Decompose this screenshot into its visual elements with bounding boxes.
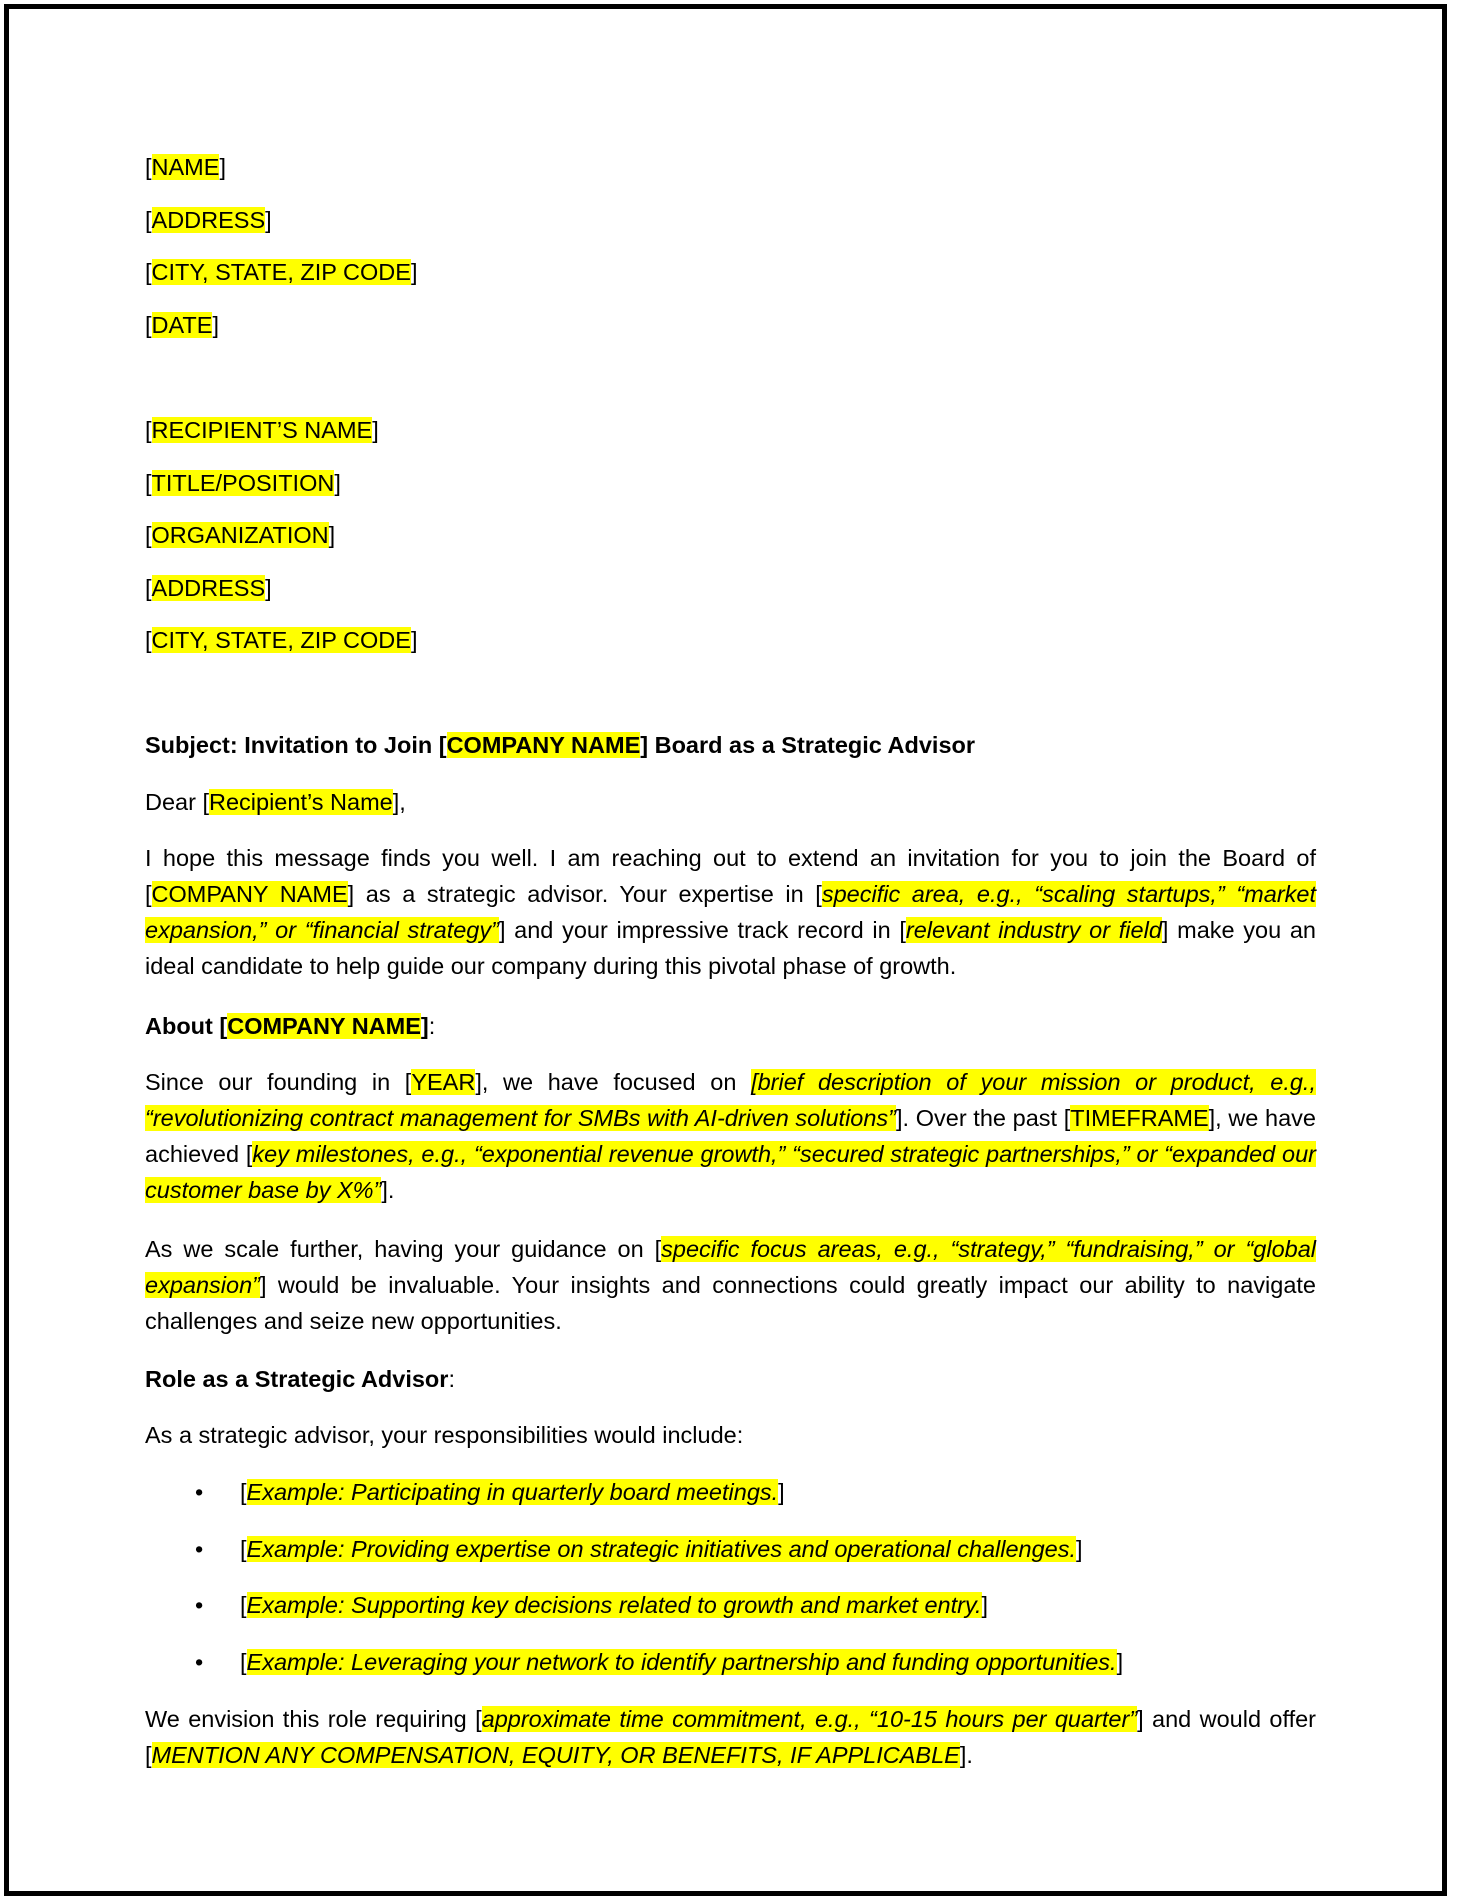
- bracket-open: [: [240, 1535, 247, 1562]
- sender-city-placeholder[interactable]: CITY, STATE, ZIP CODE: [151, 259, 411, 285]
- intro-field-placeholder[interactable]: relevant industry or field: [905, 917, 1162, 943]
- recipient-city-line: [CITY, STATE, ZIP CODE]: [145, 627, 418, 653]
- about-year-placeholder[interactable]: YEAR: [411, 1069, 476, 1095]
- bracket-open: [: [240, 1648, 247, 1675]
- recipient-organization-placeholder[interactable]: ORGANIZATION: [151, 522, 329, 548]
- recipient-title-line: [TITLE/POSITION]: [145, 470, 341, 496]
- bullet-icon: •: [195, 1592, 204, 1618]
- recipient-organization-line: [ORGANIZATION]: [145, 522, 336, 548]
- list-item: [145, 1644, 1316, 1701]
- list-item: [145, 1474, 1316, 1531]
- sender-name-placeholder[interactable]: NAME: [151, 154, 220, 180]
- intro-text-4: ] make you an ideal candidate to help guide our company during this pivotal phase of growth.: [145, 917, 1316, 979]
- bracket-close: ]: [1076, 1535, 1083, 1562]
- sender-date-placeholder[interactable]: DATE: [151, 312, 213, 338]
- sender-date-line: [DATE]: [145, 312, 219, 338]
- salutation-name-placeholder[interactable]: Recipient’s Name: [209, 789, 393, 815]
- closing-compensation-placeholder[interactable]: MENTION ANY COMPENSATION, EQUITY, OR BENEFITS, IF APPLICABLE: [151, 1742, 960, 1768]
- about-text-2: ], we have focused on: [475, 1069, 752, 1095]
- closing-time-placeholder[interactable]: approximate time commitment, e.g., “10-15 hours per quarter”: [481, 1706, 1138, 1732]
- closing-text-2: ] and would offer [: [145, 1706, 1316, 1768]
- bullet-icon: •: [195, 1535, 204, 1562]
- subject-suffix: ] Board as a Strategic Advisor: [640, 732, 976, 758]
- about-heading-colon: :: [428, 1013, 436, 1039]
- recipient-name-line: [RECIPIENT’S NAME]: [145, 417, 379, 443]
- bracket-open: [: [240, 1592, 247, 1618]
- intro-expertise-placeholder[interactable]: specific area, e.g., “scaling startups,” “market expansion,” or “financial strategy”: [145, 881, 1316, 943]
- about-heading-suffix: ]: [420, 1013, 429, 1039]
- intro-text-3: ] and your impressive track record in [: [498, 917, 906, 943]
- salutation: [145, 784, 406, 820]
- recipient-address-placeholder[interactable]: ADDRESS: [151, 575, 266, 601]
- bullet-icon: •: [195, 1648, 204, 1675]
- subject-prefix: Subject: Invitation to Join [: [145, 732, 447, 758]
- closing-paragraph: [145, 1701, 1316, 1773]
- recipient-name-placeholder[interactable]: RECIPIENT’S NAME: [151, 417, 373, 443]
- closing-text-3: ].: [959, 1742, 973, 1768]
- list-item: [145, 1587, 1316, 1644]
- subject-company-placeholder[interactable]: COMPANY NAME: [446, 732, 641, 758]
- responsibilities-intro: As a strategic advisor, your responsibilities would include:: [145, 1422, 744, 1448]
- document-page: [4, 4, 1447, 1896]
- recipient-title-placeholder[interactable]: TITLE/POSITION: [151, 470, 335, 496]
- list-item: [145, 1531, 1316, 1588]
- about-timeframe-placeholder[interactable]: TIMEFRAME: [1070, 1105, 1209, 1131]
- bracket-close: ]: [778, 1479, 785, 1505]
- scale-focus-placeholder[interactable]: specific focus areas, e.g., “strategy,” “fundraising,” or “global expansion”: [145, 1236, 1317, 1298]
- about-text-1: Since our founding in [: [145, 1069, 412, 1095]
- closing-text-1: We envision this role requiring [: [145, 1706, 482, 1732]
- bracket-close: ]: [981, 1592, 989, 1618]
- sender-address-line: [ADDRESS]: [145, 207, 272, 233]
- about-heading-prefix: About [: [145, 1013, 228, 1039]
- responsibilities-list: [145, 1474, 1316, 1700]
- about-milestones-placeholder[interactable]: key milestones, e.g., “exponential revenue growth,” “secured strategic partnerships,” or “expanded our customer base by X%”: [145, 1141, 1316, 1203]
- intro-text-2: ] as a strategic advisor. Your expertise in [: [347, 881, 822, 907]
- scale-text-1: As we scale further, having your guidance on [: [145, 1236, 662, 1262]
- subject-line: [145, 727, 975, 763]
- intro-paragraph: [145, 840, 1316, 984]
- responsibility-placeholder[interactable]: Example: Leveraging your network to identify partnership and funding opportunities.: [246, 1648, 1117, 1675]
- intro-company-placeholder[interactable]: COMPANY NAME: [151, 881, 348, 907]
- about-text-3: ]. Over the past [: [896, 1105, 1071, 1131]
- about-text-5: ].: [381, 1177, 395, 1203]
- about-text-4: ], we have achieved [: [145, 1105, 1316, 1167]
- role-heading-text: Role as a Strategic Advisor: [145, 1366, 449, 1392]
- bracket-open: [: [240, 1479, 247, 1505]
- salutation-prefix: Dear [: [145, 789, 209, 815]
- scale-paragraph: [145, 1231, 1316, 1339]
- scale-text-2: ] would be invaluable. Your insights and connections could greatly impact our ability to navigate challenges and seize new opportunities.: [145, 1272, 1316, 1334]
- responsibility-placeholder[interactable]: Example: Participating in quarterly board meetings.: [246, 1479, 779, 1505]
- about-paragraph: [145, 1064, 1316, 1208]
- role-heading: [145, 1361, 455, 1397]
- salutation-suffix: ],: [392, 789, 406, 815]
- recipient-city-placeholder[interactable]: CITY, STATE, ZIP CODE: [151, 627, 411, 653]
- bracket-close: ]: [1116, 1648, 1124, 1675]
- role-heading-colon: :: [448, 1366, 455, 1392]
- about-company-placeholder[interactable]: COMPANY NAME: [227, 1013, 421, 1039]
- recipient-address-line: [ADDRESS]: [145, 575, 272, 601]
- intro-text-1: I hope this message finds you well. I am reaching out to extend an invitation for you to join the Board of [: [145, 845, 1316, 907]
- sender-city-line: [CITY, STATE, ZIP CODE]: [145, 259, 418, 285]
- bullet-icon: •: [195, 1479, 204, 1505]
- sender-name-line: [NAME]: [145, 154, 226, 180]
- sender-address-placeholder[interactable]: ADDRESS: [151, 207, 266, 233]
- responsibility-placeholder[interactable]: Example: Providing expertise on strategic initiatives and operational challenges.: [246, 1535, 1077, 1562]
- responsibility-placeholder[interactable]: Example: Supporting key decisions related to growth and market entry.: [246, 1592, 982, 1618]
- about-heading: [145, 1008, 435, 1044]
- about-mission-placeholder[interactable]: [brief description of your mission or product, e.g., “revolutionizing contract management for SMBs with AI-driven solutions”: [145, 1069, 1316, 1131]
